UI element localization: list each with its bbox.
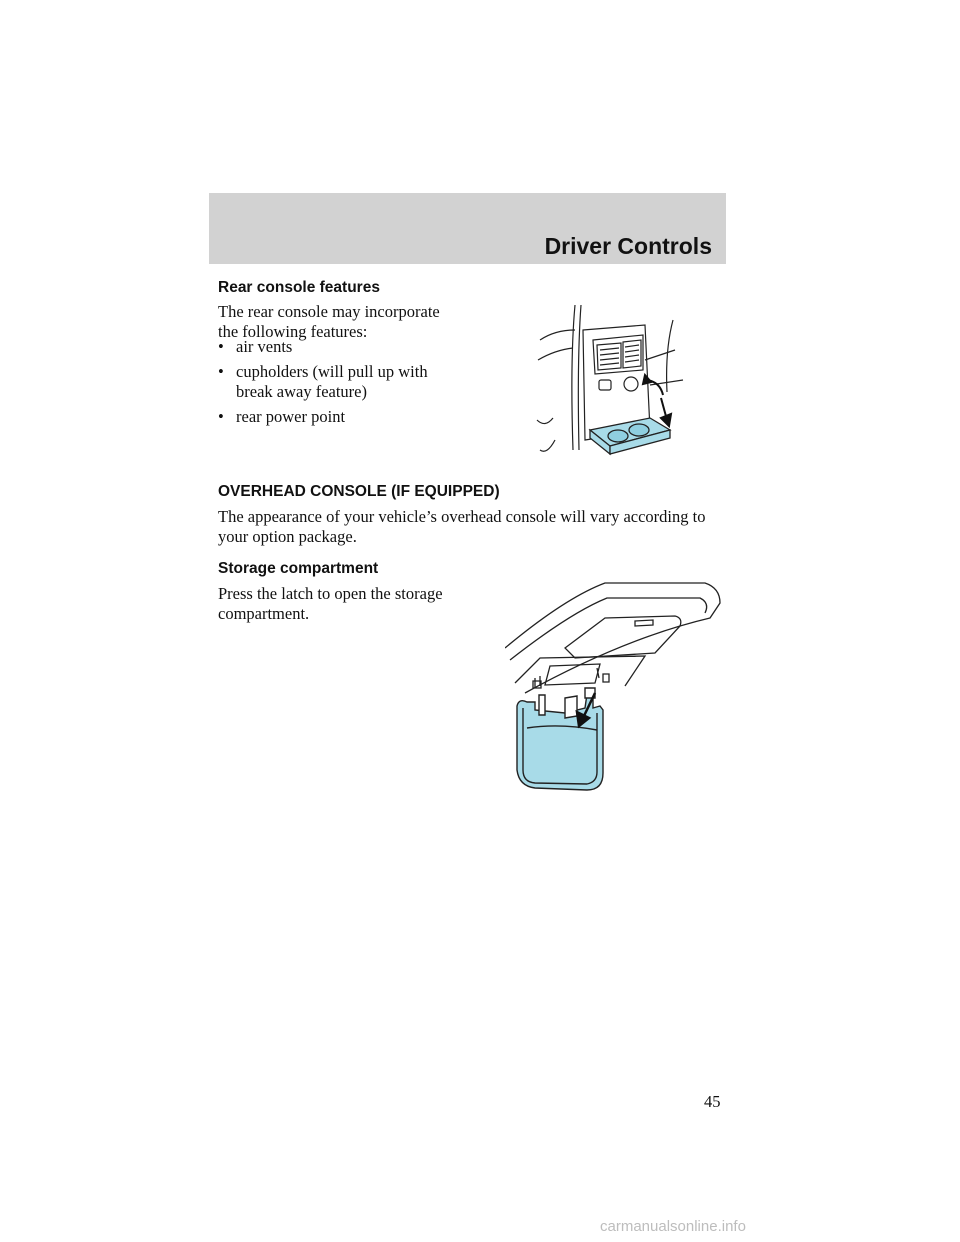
footer-watermark: carmanualsonline.info [600, 1218, 746, 1235]
list-item-text: cupholders (will pull up with [236, 362, 428, 381]
rear-console-heading: Rear console features [218, 279, 380, 296]
storage-compartment-heading: Storage compartment [218, 560, 379, 577]
storage-compartment-body [218, 584, 478, 624]
bullet-icon: • [218, 407, 224, 426]
overhead-console-heading: OVERHEAD CONSOLE (IF EQUIPPED) [218, 483, 500, 500]
list-item-text: air vents [236, 337, 293, 356]
rear-console-illustration [535, 300, 685, 470]
list-item [218, 362, 466, 402]
list-item [218, 407, 466, 427]
list-item-text: rear power point [236, 407, 346, 426]
storage-compartment-body-line1: Press the latch to open the storage [218, 584, 443, 603]
bullet-icon: • [218, 362, 224, 381]
section-title: Driver Controls [544, 233, 712, 259]
page-number: 45 [704, 1092, 721, 1111]
overhead-console-body-line1: The appearance of your vehicle’s overhead console will vary according to [218, 507, 706, 526]
storage-compartment-body-line2: compartment. [218, 604, 310, 623]
section-header-band [209, 193, 726, 264]
rear-console-intro-text: The rear console may incorporate the following features: [218, 302, 440, 341]
rear-console-intro [218, 302, 458, 342]
bullet-icon: • [218, 337, 224, 356]
overhead-console-body-line2: your option package. [218, 527, 357, 546]
rear-console-feature-list [218, 337, 466, 432]
list-item [218, 337, 466, 357]
overhead-console-body [218, 507, 738, 547]
overhead-console-illustration [505, 578, 725, 793]
list-item-text-cont: break away feature) [236, 382, 367, 401]
